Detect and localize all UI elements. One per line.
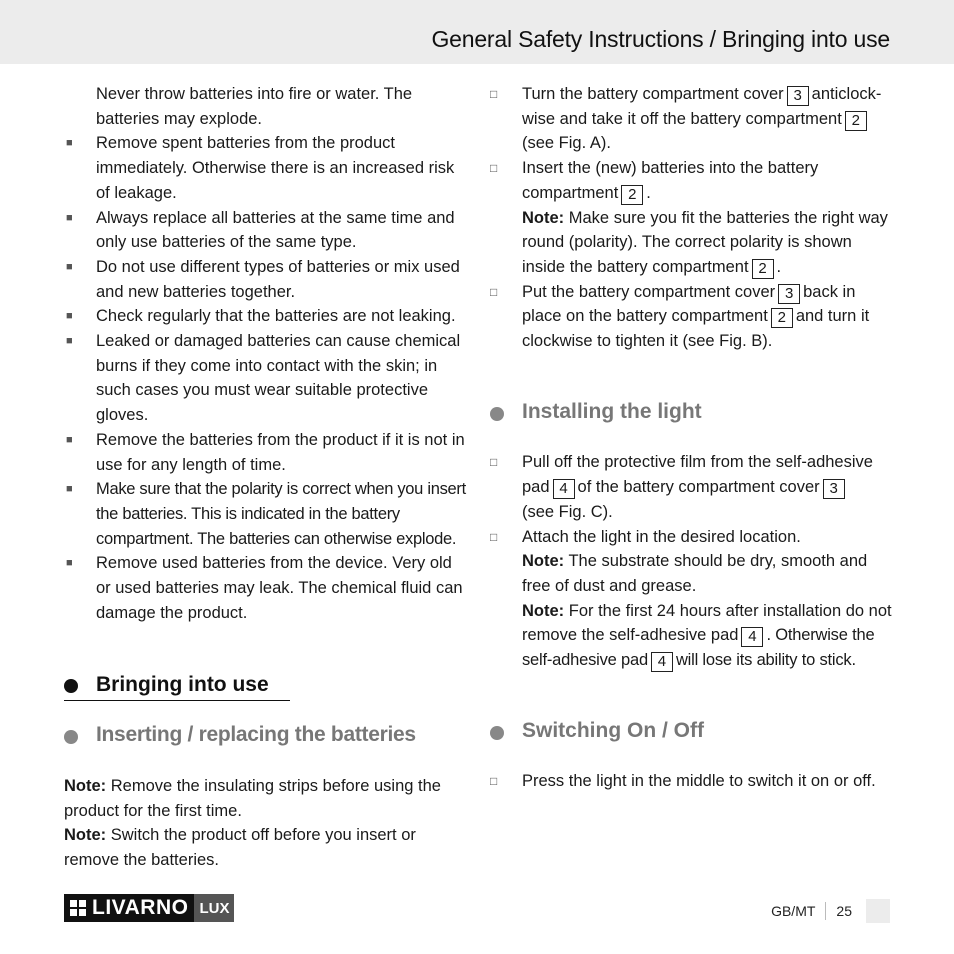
figure-ref: 2 — [771, 308, 793, 328]
note: Note: Switch the product off before you insert or remove the batteries. — [64, 826, 416, 869]
checkbox-bullet-icon — [490, 82, 497, 107]
list-item: ■ Leaked or damaged batteries can cause chemical burns if they come into contact with the skin; in such cases you must wear suitable protective gloves. — [64, 329, 468, 428]
list-item: □ Insert the (new) batteries into the battery compartment 2 . Note: Make sure you fit the batteries the right way round (polarity). The correct polarity is shown inside the battery compartment 2 . — [490, 156, 894, 280]
section-heading: Bringing into use — [64, 673, 290, 701]
figure-ref: 4 — [553, 479, 575, 499]
checkbox-bullet-icon — [490, 280, 497, 305]
locale-label: GB/MT — [771, 903, 816, 919]
list-item: ■ Remove used batteries from the device. Very old or used batteries may leak. The chemical fluid can damage the product. — [64, 551, 468, 625]
subsection-heading: Installing the light — [490, 400, 894, 425]
figure-ref: 2 — [752, 259, 774, 279]
square-bullet-icon: ■ — [66, 483, 73, 496]
square-bullet-icon: ■ — [66, 137, 73, 150]
figure-ref: 2 — [621, 185, 643, 205]
list-item: ■ Do not use different types of batteries or mix used and new batteries together. — [64, 255, 468, 304]
checkbox-bullet-icon — [490, 156, 497, 181]
square-bullet-icon: ■ — [66, 335, 73, 348]
subsection-heading: Switching On / Off — [490, 719, 894, 744]
list-item: □ Press the light in the middle to switch it on or off. — [490, 769, 894, 794]
bullet-dot-icon — [490, 726, 504, 740]
right-column — [490, 82, 894, 794]
page-number: 25 — [836, 903, 852, 919]
subsection-heading: Inserting / replacing the batteries — [64, 723, 468, 748]
list-item: ■ Remove spent batteries from the product immediately. Otherwise there is an increased risk of leakage. — [64, 131, 468, 205]
square-bullet-icon: ■ — [66, 211, 73, 224]
figure-ref: 2 — [845, 111, 867, 131]
figure-ref: 3 — [778, 284, 800, 304]
bullet-dot-icon — [64, 679, 78, 693]
left-column — [64, 82, 468, 873]
page-info — [771, 899, 890, 923]
square-bullet-icon: ■ — [66, 260, 73, 273]
checkbox-bullet-icon — [490, 769, 497, 794]
bullet-dot-icon — [490, 407, 504, 421]
checkbox-bullet-icon — [490, 450, 497, 475]
list-item: ■ Remove the batteries from the product if it is not in use for any length of time. — [64, 428, 468, 477]
square-bullet-icon: ■ — [66, 557, 73, 570]
page-title: General Safety Instructions / Bringing into use — [431, 26, 890, 52]
square-bullet-icon: ■ — [66, 433, 73, 446]
list-item: □ Turn the battery compartment cover 3 anticlock-wise and take it off the battery compartment 2 (see Fig. A). — [490, 82, 894, 156]
figure-ref: 4 — [741, 627, 763, 647]
list-item: ■ Make sure that the polarity is correct when you insert the batteries. This is indicated in the battery compartment. The batteries can otherwise explode. — [64, 477, 468, 551]
square-bullet-icon: ■ — [66, 310, 73, 323]
list-item: □ Pull off the protective film from the self-adhesive pad 4 of the battery compartment cover 3 (see Fig. C). — [490, 450, 894, 524]
list-item: □ Attach the light in the desired location. Note: The substrate should be dry, smooth and free of dust and grease. Note: For the first 24 hours after installation do not remove the self-adhesive pad 4 . Otherwise the self-adhesive pad 4 will lose its ability to stick. — [490, 525, 894, 673]
list-item: □ Put the battery compartment cover 3 back in place on the battery compartment 2 and turn it clockwise to tighten it (see Fig. B). — [490, 280, 894, 354]
note: Note: Remove the insulating strips before using the product for the first time. — [64, 776, 441, 820]
logo-squares-icon — [70, 900, 86, 916]
checkbox-bullet-icon — [490, 525, 497, 550]
figure-ref: 4 — [651, 652, 673, 672]
list-item: ■ Check regularly that the batteries are not leaking. — [64, 304, 468, 329]
figure-ref: 3 — [823, 479, 845, 499]
bullet-dot-icon — [64, 730, 78, 744]
list-item: Never throw batteries into fire or water. The batteries may explode. — [96, 85, 413, 128]
list-item: ■ Always replace all batteries at the same time and only use batteries of the same type. — [64, 206, 468, 255]
brand-logo: LIVARNO LUX — [64, 894, 234, 922]
page-tab-marker — [866, 899, 890, 923]
page-header — [0, 0, 954, 64]
figure-ref: 3 — [787, 86, 809, 106]
